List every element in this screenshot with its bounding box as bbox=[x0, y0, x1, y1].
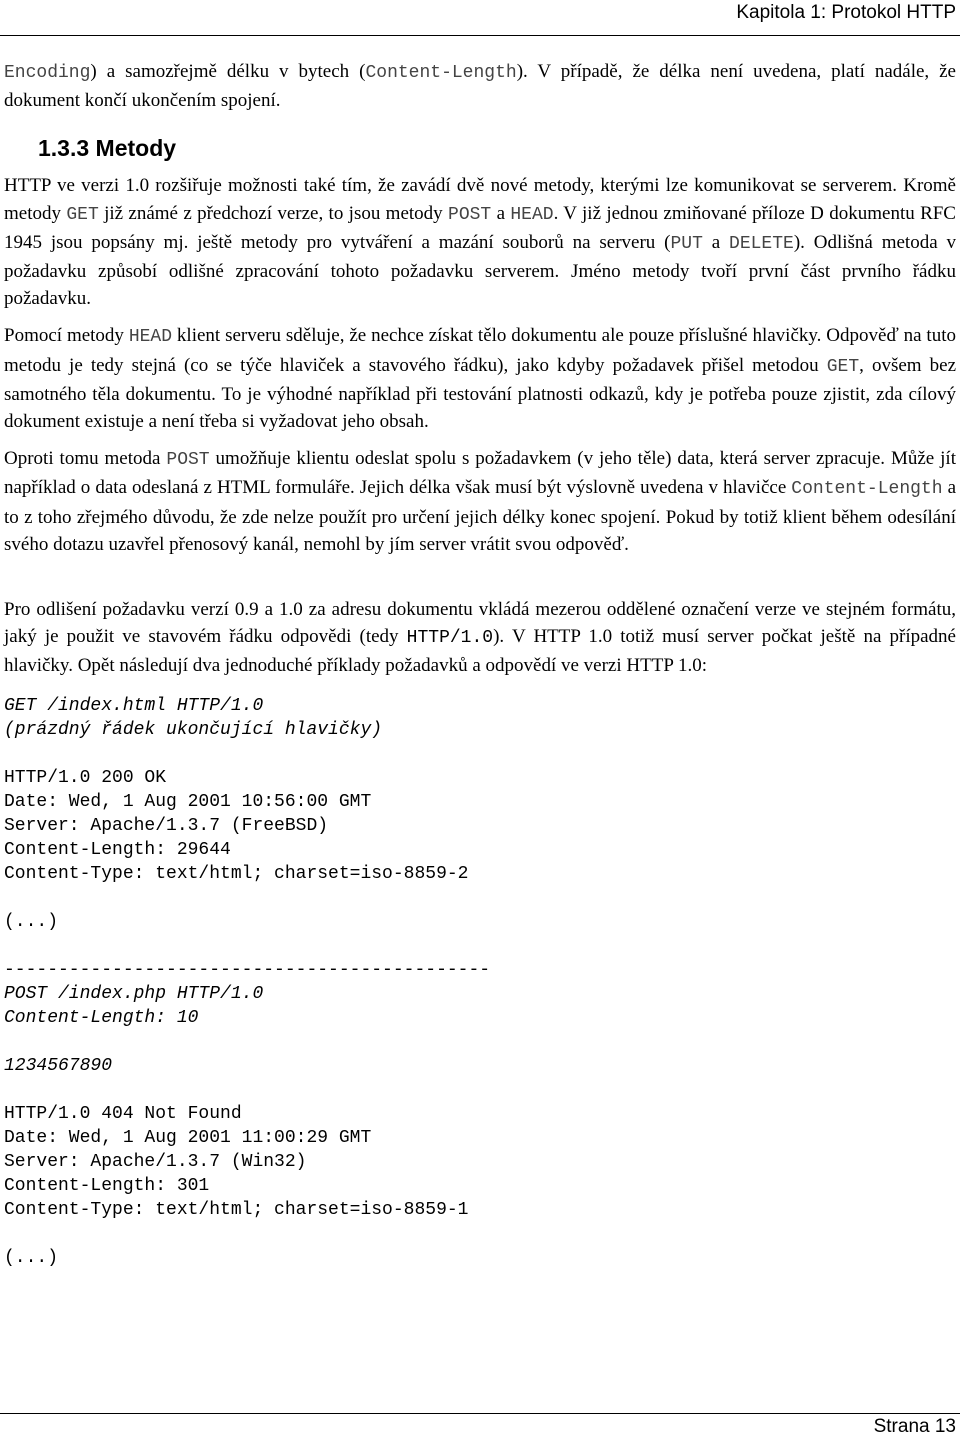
code-term: Content-Length bbox=[791, 479, 943, 500]
code-line: GET /index.html HTTP/1.0 bbox=[4, 695, 264, 716]
code-line: Server: Apache/1.3.7 (FreeBSD) bbox=[4, 815, 329, 836]
code-line: POST /index.php HTTP/1.0 bbox=[4, 983, 264, 1004]
code-term: Content-Length bbox=[365, 63, 517, 83]
paragraph-head-method: Pomocí metody HEAD klient serveru sděluje, že nechce získat tělo dokumentu ale pouze příslušné hlavičky. Odpověď na tuto metodu je tedy stejná (co se týče hlaviček a stavového řádku), jako kdyby požadavek přišel metodou GET, ovšem bez samotného těla dokumentu. To je výhodné například při testování platnosti odkazů, kdy je potřeba pouze zjistit, zda cílový dokument existuje a není třeba si vyžadovat jeho obsah. bbox=[4, 325, 956, 433]
code-example-post-response bbox=[4, 1102, 956, 1270]
code-separator: --------------------------------------------- bbox=[4, 959, 491, 980]
code-term: DELETE bbox=[729, 233, 794, 254]
code-term: GET bbox=[826, 356, 860, 377]
code-line: HTTP/1.0 200 OK bbox=[4, 767, 167, 788]
intro-paragraph: Encoding) a samozřejmě délku v bytech (Content-Length). V případě, že délka není uvedena, platí nadále, že dokument končí ukončením spojení. bbox=[4, 61, 956, 112]
code-line: Date: Wed, 1 Aug 2001 11:00:29 GMT bbox=[4, 1127, 372, 1148]
page-content bbox=[4, 58, 956, 1270]
code-term: HEAD bbox=[128, 327, 173, 348]
code-line: Content-Length: 29644 bbox=[4, 839, 231, 860]
code-term: PUT bbox=[670, 233, 703, 254]
code-term: GET bbox=[66, 204, 99, 225]
code-line: (prázdný řádek ukončující hlavičky) bbox=[4, 719, 383, 740]
header-rule bbox=[0, 35, 960, 36]
code-example-get-request bbox=[4, 694, 956, 742]
paragraph-version: Pro odlišení požadavku verzí 0.9 a 1.0 za adresu dokumentu vkládá mezerou oddělené označení verze ve stejném formátu, jaký je použit ve stavovém řádku odpovědi (tedy HTTP/1.0). V HTTP 1.0 totiž musí server počkat ještě na případné hlavičky. Opět následují dva jednoduché příklady požadavků a odpovědí ve verzi HTTP 1.0: bbox=[4, 599, 956, 677]
code-ellipsis: (...) bbox=[4, 911, 59, 932]
page-number: Strana 13 bbox=[873, 1416, 956, 1437]
code-term: POST bbox=[166, 450, 210, 471]
section-heading: 1.3.3 Metody bbox=[38, 135, 177, 162]
code-line: Content-Type: text/html; charset=iso-8859-2 bbox=[4, 863, 469, 884]
code-term: HEAD bbox=[510, 204, 554, 225]
code-line: Date: Wed, 1 Aug 2001 10:56:00 GMT bbox=[4, 791, 372, 812]
code-line: Content-Length: 10 bbox=[4, 1007, 199, 1028]
code-example-get-response bbox=[4, 766, 956, 934]
code-line: Content-Type: text/html; charset=iso-8859-1 bbox=[4, 1199, 469, 1220]
code-line: 1234567890 bbox=[4, 1055, 113, 1076]
paragraph-post-method: Oproti tomu metoda POST umožňuje klientu odeslat spolu s požadavkem (v jeho těle) data, která server zpracuje. Může jít například o data odeslaná z HTML formuláře. Jejich délka však musí být výslovně uvedena v hlavičce Content-Length a to z toho zřejmého důvodu, že zde nelze použít pro určení jejich délky konec spojení. Pokud by totiž klient během odesílání svého dotazu uzavřel přenosový kanál, nemohl by jím server vrátit svou odpověď. bbox=[4, 448, 956, 555]
code-line: HTTP/1.0 404 Not Found bbox=[4, 1103, 242, 1124]
footer-rule bbox=[0, 1413, 960, 1414]
running-header: Kapitola 1: Protokol HTTP bbox=[736, 2, 956, 23]
code-ellipsis: (...) bbox=[4, 1247, 59, 1268]
code-line: Content-Length: 301 bbox=[4, 1175, 210, 1196]
code-line: Server: Apache/1.3.7 (Win32) bbox=[4, 1151, 307, 1172]
code-term: HTTP/1.0 bbox=[406, 628, 494, 649]
code-term: Encoding bbox=[4, 63, 91, 83]
paragraph-methods: HTTP ve verzi 1.0 rozšiřuje možnosti také tím, že zavádí dvě nové metody, kterými lze komunikovat se serverem. Kromě metody GET již známé z předchozí verze, to jsou metody POST a HEAD. V již jednou zmiňované příloze D dokumentu RFC 1945 jsou popsány mj. ještě metody pro vytváření a mazání souborů na serveru (PUT a DELETE). Odlišná metoda v požadavku způsobí odlišné zpracování tohoto požadavku serverem. Jméno metody tvoří první část prvního řádku požadavku. bbox=[4, 175, 956, 310]
code-example-post-request bbox=[4, 982, 956, 1078]
code-term: POST bbox=[448, 204, 492, 225]
